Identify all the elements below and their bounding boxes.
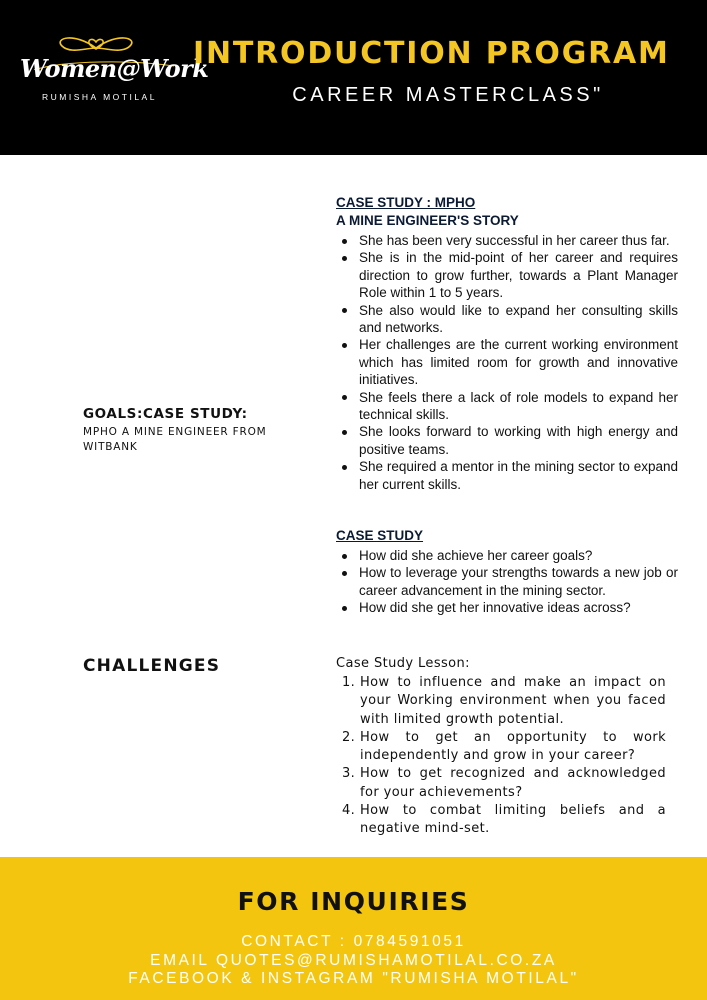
list-item: Her challenges are the current working environment which has limited room for growth and innovative initiatives. bbox=[336, 336, 678, 388]
list-item: She also would like to expand her consulting skills and networks. bbox=[336, 302, 678, 337]
list-item-text: How to influence and make an impact on your Working environment when you faced with limited growth potential. bbox=[360, 675, 666, 727]
case-study-mpho bbox=[336, 194, 678, 493]
list-item: She required a mentor in the mining sector to expand her current skills. bbox=[336, 458, 678, 493]
logo-subtext: RUMISHA MOTILAL bbox=[42, 92, 157, 102]
list-item: How to leverage your strengths towards a new job or career advancement in the mining sector. bbox=[336, 564, 678, 599]
list-number: 4. bbox=[342, 803, 356, 819]
goals-heading: GOALS:CASE STUDY: bbox=[83, 406, 248, 422]
list-item: She feels there a lack of role models to expand her technical skills. bbox=[336, 389, 678, 424]
list-item-text: How to get an opportunity to work independently and grow in your career? bbox=[360, 729, 666, 764]
page-title: INTRODUCTION PROGRAM bbox=[193, 36, 670, 71]
case-study-lesson bbox=[336, 655, 666, 839]
list-item: How did she achieve her career goals? bbox=[336, 547, 678, 564]
logo-wordmark: Women@Work bbox=[20, 54, 209, 83]
case-study-questions bbox=[336, 527, 678, 617]
list-item-text: How to get recognized and acknowledged for your achievements? bbox=[360, 766, 666, 800]
case-study-title: CASE STUDY : MPHO bbox=[336, 195, 476, 210]
page-subtitle: CAREER MASTERCLASS" bbox=[292, 84, 604, 106]
lesson-title: Case Study Lesson: bbox=[336, 656, 470, 671]
list-item: How did she get her innovative ideas across? bbox=[336, 599, 678, 616]
case-study-bullets bbox=[336, 232, 678, 493]
case-study-subtitle: A MINE ENGINEER'S STORY bbox=[336, 213, 519, 228]
list-number: 2. bbox=[342, 729, 356, 745]
list-item bbox=[336, 765, 666, 802]
goals-subheading: MPHO A MINE ENGINEER FROM WITBANK bbox=[83, 426, 267, 453]
contact-email: EMAIL QUOTES@RUMISHAMOTILAL.CO.ZA bbox=[150, 952, 557, 969]
inquiries-footer bbox=[0, 857, 707, 1000]
list-item-text: How to combat limiting beliefs and a negative mind-set. bbox=[360, 803, 666, 837]
header-banner bbox=[0, 0, 707, 155]
list-item: She looks forward to working with high energy and positive teams. bbox=[336, 423, 678, 458]
inquiries-title: FOR INQUIRIES bbox=[237, 887, 470, 916]
contact-social: FACEBOOK & INSTAGRAM "RUMISHA MOTILAL" bbox=[128, 970, 579, 987]
brand-logo bbox=[14, 30, 209, 105]
list-item: She is in the mid-point of her career and requires direction to grow further, towards a Plant Manager Role within 1 to 5 years. bbox=[336, 249, 678, 301]
list-item bbox=[336, 802, 666, 839]
list-item: She has been very successful in her career thus far. bbox=[336, 232, 678, 249]
list-number: 3. bbox=[342, 766, 356, 782]
list-item bbox=[336, 729, 666, 766]
list-item bbox=[336, 674, 666, 729]
contact-phone: CONTACT : 0784591051 bbox=[241, 933, 466, 950]
list-number: 1. bbox=[342, 675, 356, 690]
lesson-list bbox=[336, 674, 666, 839]
case-study-questions-title: CASE STUDY bbox=[336, 528, 424, 543]
case-study-question-bullets bbox=[336, 547, 678, 617]
challenges-heading: CHALLENGES bbox=[83, 656, 221, 676]
